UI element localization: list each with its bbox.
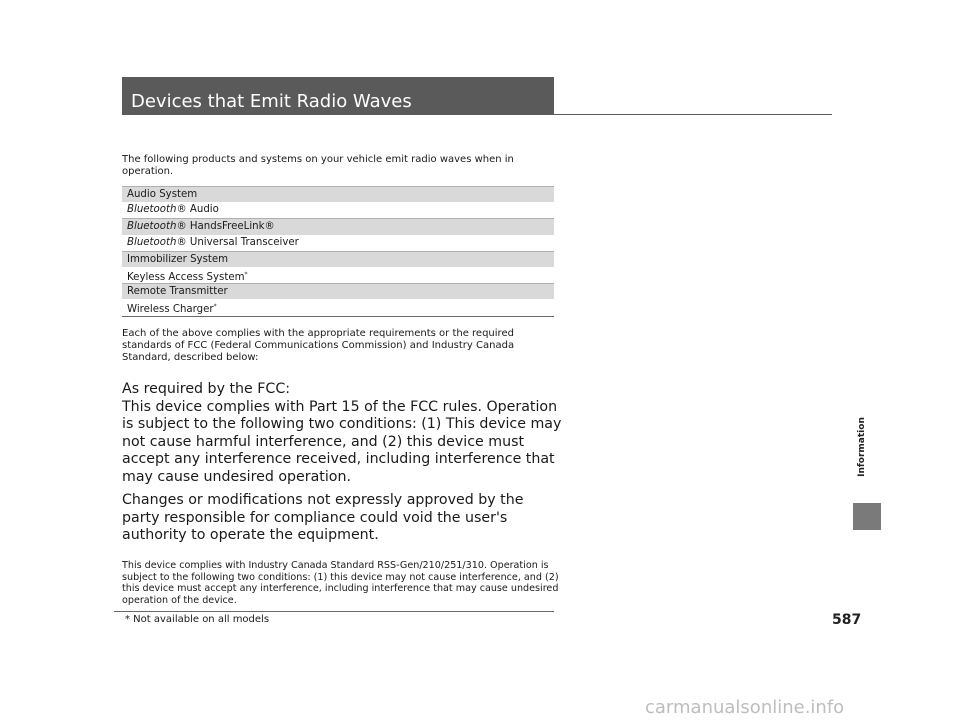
device-name: Audio System: [127, 189, 198, 200]
side-section-text: Information: [857, 416, 867, 477]
footnote-star: *: [213, 303, 217, 311]
device-name: Remote Transmitter: [127, 286, 228, 298]
device-name: HandsFreeLink: [186, 221, 265, 233]
section-title: Devices that Emit Radio Waves: [122, 77, 554, 115]
fcc-statement: [122, 381, 562, 486]
device-row: [122, 267, 554, 283]
device-brand: Bluetooth: [127, 204, 177, 216]
device-table: [122, 186, 554, 317]
intro-paragraph: The following products and systems on your vehicle emit radio waves when in operation.: [122, 154, 514, 177]
device-brand: Bluetooth: [127, 236, 177, 248]
footnote-rule: [114, 611, 554, 612]
device-brand: Bluetooth: [127, 221, 177, 233]
registered-mark: ®: [264, 221, 275, 233]
device-name: Immobilizer System: [127, 253, 229, 265]
watermark: carmanualsonline.info: [645, 697, 845, 718]
device-row: [122, 251, 554, 267]
title-rule: [554, 114, 832, 115]
page-number: 587: [832, 612, 862, 628]
device-row: [122, 299, 554, 315]
side-section-label: [856, 394, 868, 499]
device-row: [122, 218, 554, 234]
device-row: [122, 283, 554, 299]
registered-mark: ®: [176, 204, 187, 216]
device-row: [122, 235, 554, 251]
section-tab-marker: [853, 503, 881, 530]
device-row: [122, 186, 554, 202]
device-name: Universal Transceiver: [186, 236, 299, 248]
device-name: Wireless Charger: [127, 304, 214, 316]
device-name: Audio: [186, 204, 219, 216]
footnote-star: *: [244, 270, 248, 278]
device-name: Keyless Access System: [127, 271, 245, 283]
device-row: [122, 202, 554, 218]
fcc-text: This device complies with Part 15 of the FCC rules. Operation is subject to the following two conditions: (1) This device may not cause harmful interference, and (2) this device must accept any interference received, including interference that may cause undesired operation.: [122, 398, 562, 485]
registered-mark: ®: [176, 221, 187, 233]
footnote: * Not available on all models: [125, 614, 270, 625]
fcc-heading: As required by the FCC:: [122, 381, 291, 397]
registered-mark: ®: [176, 236, 187, 248]
industry-canada-paragraph: This device complies with Industry Canada Standard RSS-Gen/210/251/310. Operation is subject to the following two conditions: (1) this device may not cause interference, and (2) this device must accept any interference, including interference that may cause undesired operation of the device.: [122, 560, 559, 606]
fcc-changes-paragraph: Changes or modifications not expressly approved by the party responsible for compliance could void the user's authority to operate the equipment.: [122, 492, 524, 543]
compliance-paragraph: Each of the above complies with the appropriate requirements or the required standards of FCC (Federal Communications Commission) and Industry Canada Standard, described below:: [122, 328, 515, 363]
